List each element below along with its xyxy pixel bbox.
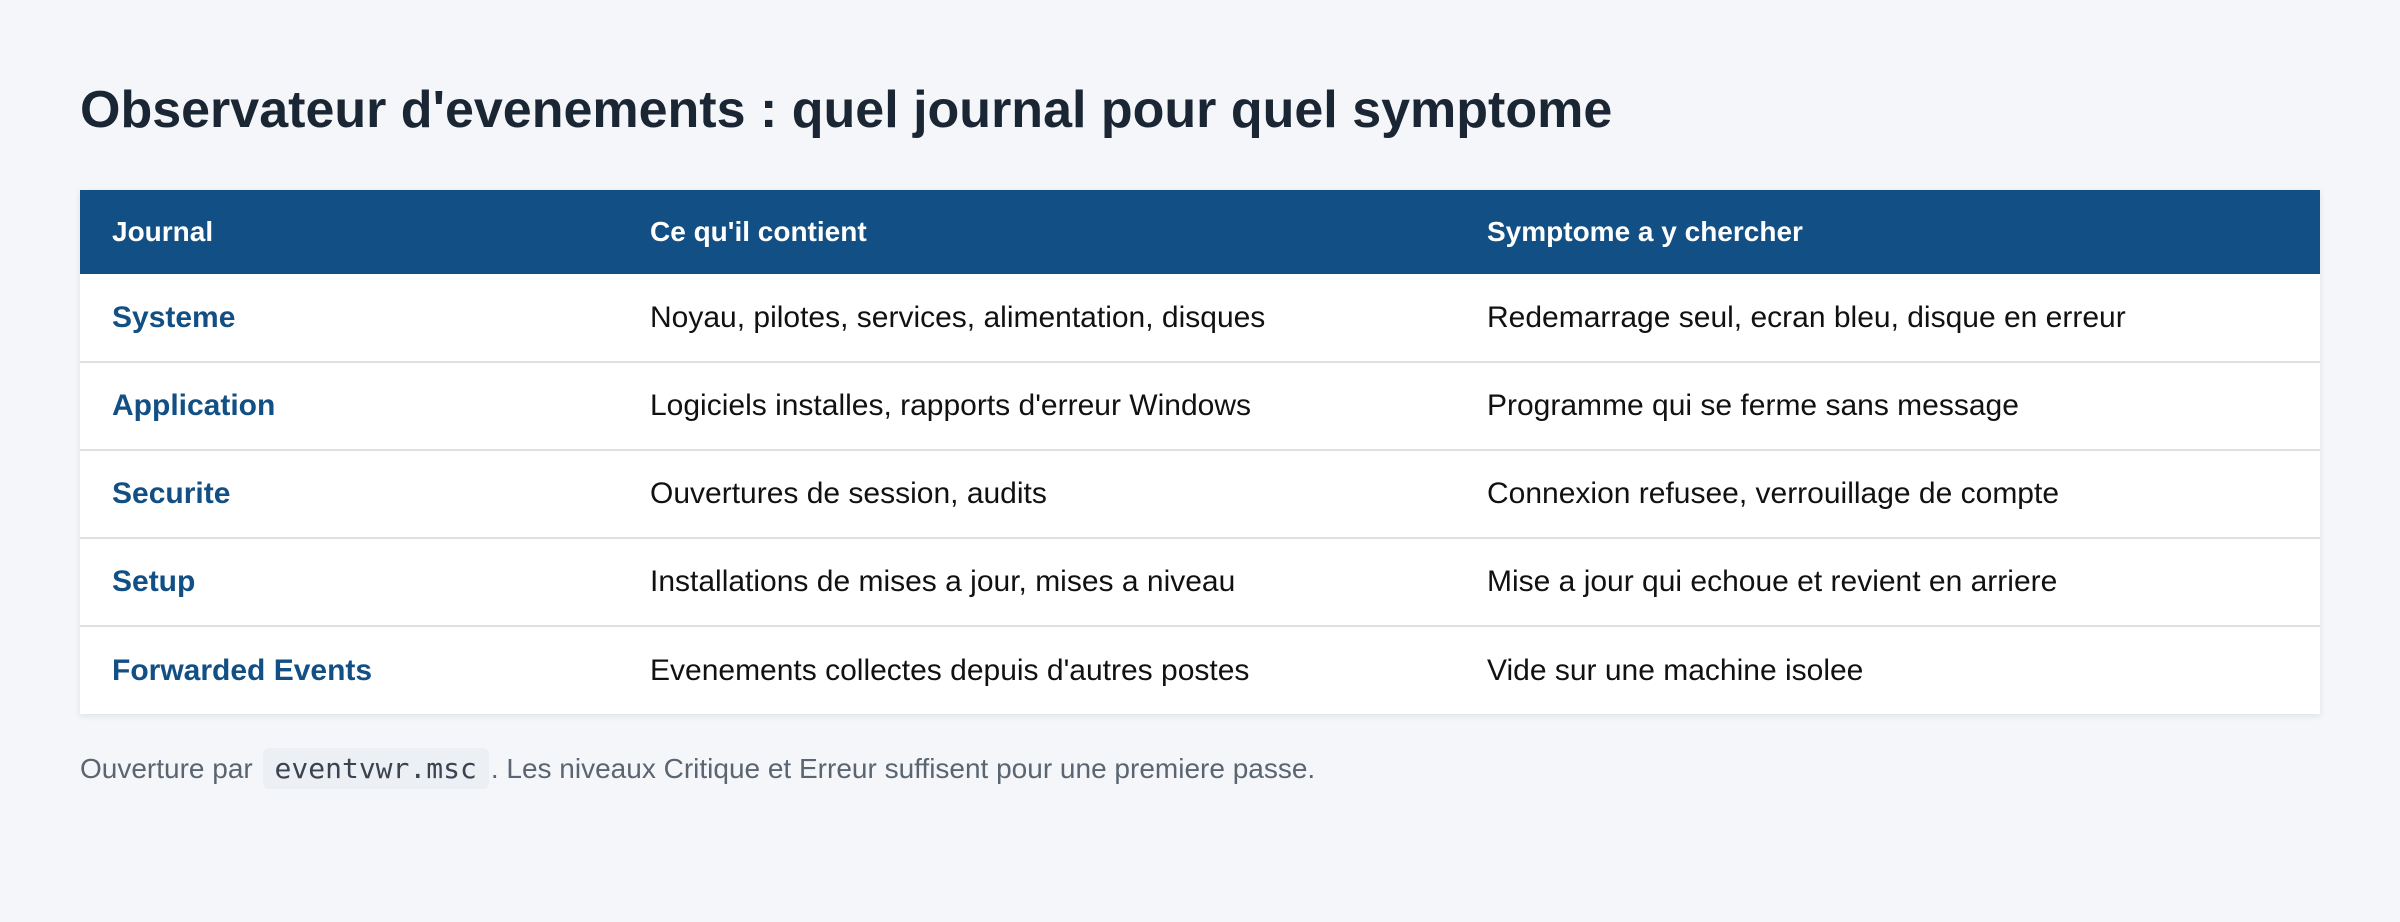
column-header-symptome: Symptome a y chercher (1487, 216, 1803, 247)
journal-symptom: Vide sur une machine isolee (1455, 626, 2320, 714)
event-log-table-container (80, 190, 2320, 714)
page-title: Observateur d'evenements : quel journal pour quel symptome (80, 81, 1613, 139)
footnote (80, 745, 1315, 793)
footnote-suffix: . Les niveaux Critique et Erreur suffisent pour une premiere passe. (490, 753, 1316, 784)
table-header-row (80, 190, 2320, 274)
table-row (80, 538, 2320, 626)
column-header-contenu: Ce qu'il contient (650, 216, 867, 247)
table-row (80, 274, 2320, 362)
table-row (80, 626, 2320, 714)
journal-symptom: Connexion refusee, verrouillage de compte (1455, 450, 2320, 538)
table-row (80, 450, 2320, 538)
journal-name: Securite (80, 450, 618, 538)
journal-contents: Logiciels installes, rapports d'erreur Windows (618, 362, 1455, 450)
journal-contents: Installations de mises a jour, mises a niveau (618, 538, 1455, 626)
journal-name: Setup (80, 538, 618, 626)
column-header-journal: Journal (112, 216, 214, 247)
journal-name: Application (80, 362, 618, 450)
journal-symptom: Mise a jour qui echoue et revient en arriere (1455, 538, 2320, 626)
table-row (80, 362, 2320, 450)
command-code: eventvwr.msc (263, 748, 489, 789)
journal-contents: Evenements collectes depuis d'autres postes (618, 626, 1455, 714)
journal-contents: Noyau, pilotes, services, alimentation, disques (650, 300, 1266, 334)
journal-symptom: Redemarrage seul, ecran bleu, disque en erreur (1487, 300, 2126, 334)
journal-name: Systeme (112, 300, 236, 334)
footnote-prefix: Ouverture par (80, 753, 253, 784)
journal-symptom: Programme qui se ferme sans message (1455, 362, 2320, 450)
journal-name: Forwarded Events (80, 626, 618, 714)
event-log-table (80, 190, 2320, 714)
journal-contents: Ouvertures de session, audits (618, 450, 1455, 538)
